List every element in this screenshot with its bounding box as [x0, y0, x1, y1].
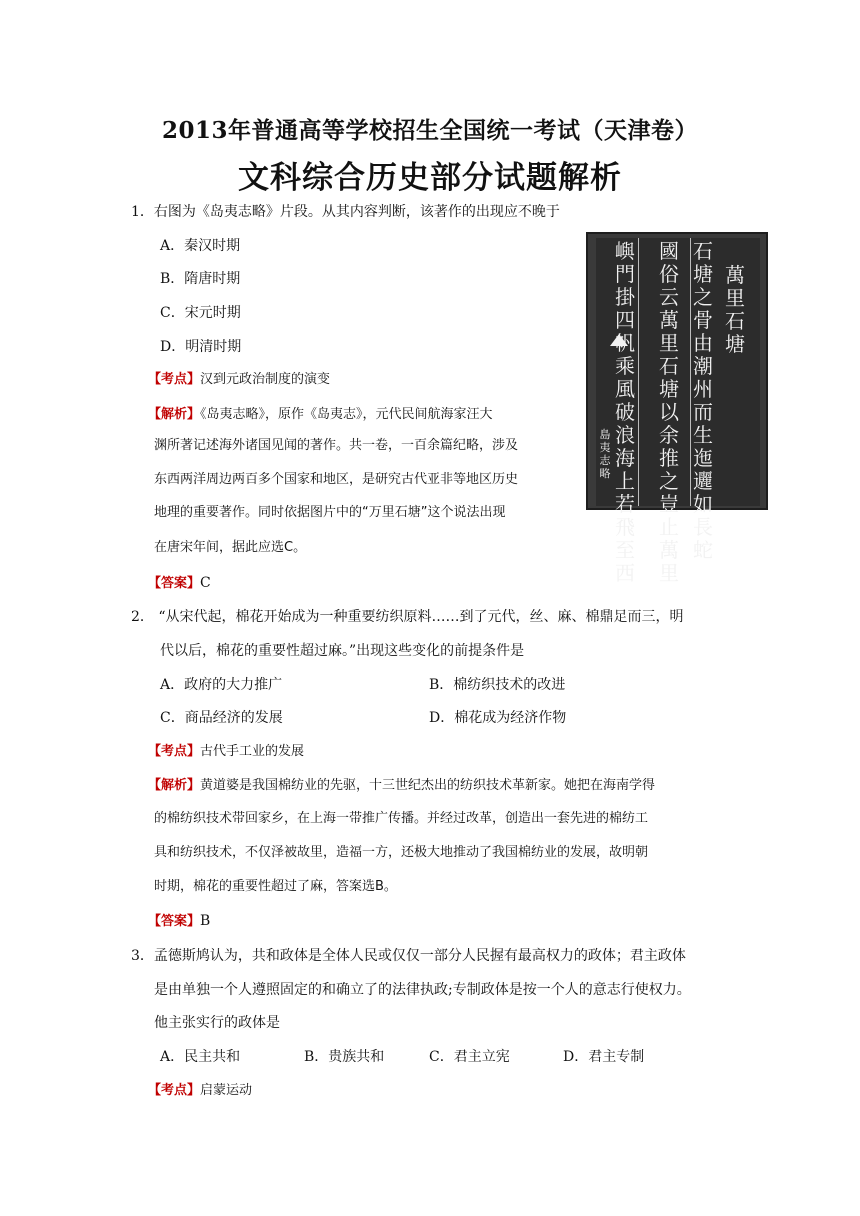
- q2-stem-line-1: 2． “从宋代起，棉花开始成为一种重要纺织原料……到了元代，丝、麻、棉鼎足而三，明: [131, 609, 684, 625]
- q1-jiexi-line-4: 地理的重要著作。同时依据图片中的“万里石塘”这个说法出现: [154, 505, 506, 520]
- q1-answer: [148, 573, 211, 594]
- q1-kaodian-text: 汉到元政治制度的演变: [200, 372, 331, 387]
- figure-column-3: 嶼門掛四帆乘風破浪海上若飛至西: [615, 239, 635, 585]
- q2-jiexi: [148, 776, 655, 796]
- q1-kaodian: [148, 370, 330, 390]
- jiexi-tag: 【解析】: [148, 778, 201, 793]
- q1-jiexi: [148, 405, 493, 425]
- q2-jiexi-line-1: 黄道婆是我国棉纺业的先驱，十三世纪杰出的纺织技术革新家。她把在海南学得: [200, 778, 656, 793]
- kaodian-tag: 【考点】: [148, 372, 201, 387]
- q2-jiexi-line-4: 时期，棉花的重要性超过了麻，答案选B。: [154, 879, 397, 894]
- figure-column-title: 萬里石塘: [725, 263, 745, 356]
- q1-option-a: A．秦汉时期: [160, 238, 241, 254]
- q2-option-c: C．商品经济的发展: [160, 710, 283, 726]
- q2-option-d: D．棉花成为经济作物: [429, 710, 567, 726]
- exam-title: 2013年普通高等学校招生全国统一考试（天津卷）: [161, 117, 698, 144]
- q3-option-b: B．贵族共和: [304, 1049, 385, 1065]
- q1-stem: 1．右图为《岛夷志略》片段。从其内容判断，该著作的出现应不晚于: [131, 204, 560, 220]
- daoyi-zhilue-figure: [586, 232, 768, 585]
- exam-subtitle: 文科综合历史部分试题解析: [238, 160, 622, 196]
- q3-kaodian: [148, 1081, 252, 1101]
- figure-source-note: 島夷志略: [599, 428, 611, 480]
- q3-option-a: A．民主共和: [160, 1049, 241, 1065]
- q1-option-b: B．隋唐时期: [160, 271, 241, 287]
- q2-jiexi-line-2: 的棉纺织技术带回家乡，在上海一带推广传播。并经过改革，创造出一套先进的棉纺工: [154, 811, 649, 826]
- q1-jiexi-line-5: 在唐宋年间，据此应选C。: [154, 540, 307, 555]
- q3-stem-line-1: 3．孟德斯鸠认为，共和政体是全体人民或仅仅一部分人民握有最高权力的政体；君主政体: [131, 948, 686, 964]
- jiexi-tag: 【解析】: [148, 407, 201, 422]
- figure-column-1: 石塘之骨由潮州而生迤邐如長蛇: [693, 239, 713, 562]
- kaodian-tag: 【考点】: [148, 1083, 201, 1098]
- q2-option-b: B．棉纺织技术的改进: [429, 677, 566, 693]
- kaodian-tag: 【考点】: [148, 744, 201, 759]
- q2-option-a: A．政府的大力推广: [160, 677, 283, 693]
- q1-option-d: D．明清时期: [160, 339, 242, 355]
- q3-stem-line-2: 是由单独一个人遵照固定的和确立了的法律执政;专制政体是按一个人的意志行使权力。: [154, 982, 691, 998]
- q1-jiexi-line-3: 东西两洋周边两百多个国家和地区，是研究古代亚非等地区历史: [154, 472, 519, 487]
- q1-option-c: C．宋元时期: [160, 305, 241, 321]
- q1-jiexi-line-2: 渊所著记述海外诸国见闻的著作。共一卷，一百余篇纪略，涉及: [154, 438, 519, 453]
- q1-answer-value: C: [200, 575, 211, 591]
- figure-column-2: 國俗云萬里石塘以余推之豈止萬里: [659, 239, 679, 585]
- q3-kaodian-text: 启蒙运动: [200, 1083, 253, 1098]
- daan-tag: 【答案】: [148, 914, 201, 929]
- q2-answer-value: B: [200, 913, 211, 929]
- q3-option-c: C．君主立宪: [429, 1049, 510, 1065]
- q3-stem-line-3: 他主张实行的政体是: [154, 1015, 280, 1031]
- q2-answer: [148, 911, 210, 932]
- q3-option-d: D．君主专制: [563, 1049, 645, 1065]
- daan-tag: 【答案】: [148, 576, 201, 591]
- q1-jiexi-line-1: 《岛夷志略》，原作《岛夷志》，元代民间航海家汪大: [200, 407, 493, 422]
- q2-kaodian-text: 古代手工业的发展: [200, 744, 305, 759]
- q2-stem-line-2: 代以后，棉花的重要性超过麻。”出现这些变化的前提条件是: [160, 643, 525, 659]
- q2-jiexi-line-3: 具和纺织技术，不仅泽被故里，造福一方，还极大地推动了我国棉纺业的发展，故明朝: [154, 845, 649, 860]
- q2-kaodian: [148, 742, 304, 762]
- figure-scan: [596, 238, 760, 585]
